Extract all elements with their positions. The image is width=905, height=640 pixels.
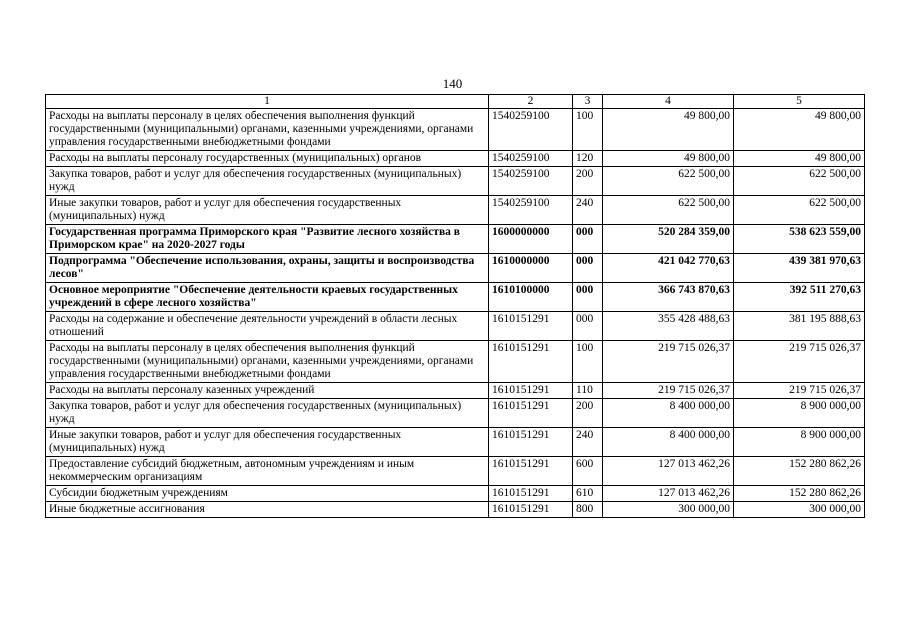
cell-amount-4: 49 800,00 <box>603 109 734 151</box>
cell-target-code: 1600000000 <box>489 225 573 254</box>
cell-description: Иные бюджетные ассигнования <box>46 502 489 518</box>
cell-amount-4: 622 500,00 <box>603 167 734 196</box>
header-row <box>46 95 865 109</box>
cell-amount-5: 152 280 862,26 <box>734 486 865 502</box>
table-row <box>46 428 865 457</box>
table-row <box>46 341 865 383</box>
cell-expense-type: 000 <box>573 312 603 341</box>
cell-target-code: 1540259100 <box>489 151 573 167</box>
cell-amount-5: 8 900 000,00 <box>734 399 865 428</box>
cell-target-code: 1610151291 <box>489 428 573 457</box>
cell-amount-5: 381 195 888,63 <box>734 312 865 341</box>
cell-amount-5: 8 900 000,00 <box>734 428 865 457</box>
cell-amount-4: 520 284 359,00 <box>603 225 734 254</box>
cell-amount-5: 49 800,00 <box>734 151 865 167</box>
cell-description: Государственная программа Приморского края "Развитие лесного хозяйства в Приморском крае" на 2020-2027 годы <box>46 225 489 254</box>
cell-amount-4: 8 400 000,00 <box>603 399 734 428</box>
cell-expense-type: 000 <box>573 254 603 283</box>
cell-description: Расходы на содержание и обеспечение деятельности учреждений в области лесных отношений <box>46 312 489 341</box>
cell-expense-type: 110 <box>573 383 603 399</box>
cell-target-code: 1610151291 <box>489 457 573 486</box>
cell-amount-5: 622 500,00 <box>734 167 865 196</box>
cell-amount-5: 622 500,00 <box>734 196 865 225</box>
header-cell-description: 1 <box>46 95 489 109</box>
cell-description: Расходы на выплаты персоналу в целях обеспечения выполнения функций государственными (муниципальными) органами, казенными учреждениями, органами управления государственными внебюджетными фондами <box>46 109 489 151</box>
header-cell-amount-5: 5 <box>734 95 865 109</box>
cell-description: Иные закупки товаров, работ и услуг для обеспечения государственных (муниципальных) нужд <box>46 428 489 457</box>
table-row <box>46 399 865 428</box>
cell-target-code: 1610100000 <box>489 283 573 312</box>
cell-expense-type: 610 <box>573 486 603 502</box>
cell-target-code: 1610151291 <box>489 399 573 428</box>
cell-amount-4: 300 000,00 <box>603 502 734 518</box>
cell-description: Закупка товаров, работ и услуг для обеспечения государственных (муниципальных) нужд <box>46 167 489 196</box>
cell-description: Расходы на выплаты персоналу казенных учреждений <box>46 383 489 399</box>
cell-description: Расходы на выплаты персоналу государственных (муниципальных) органов <box>46 151 489 167</box>
cell-target-code: 1610151291 <box>489 341 573 383</box>
cell-expense-type: 600 <box>573 457 603 486</box>
cell-amount-4: 421 042 770,63 <box>603 254 734 283</box>
cell-expense-type: 800 <box>573 502 603 518</box>
cell-target-code: 1540259100 <box>489 196 573 225</box>
cell-target-code: 1610151291 <box>489 486 573 502</box>
cell-target-code: 1610151291 <box>489 502 573 518</box>
table-body <box>46 109 865 518</box>
cell-amount-4: 127 013 462,26 <box>603 486 734 502</box>
cell-amount-4: 355 428 488,63 <box>603 312 734 341</box>
cell-amount-5: 392 511 270,63 <box>734 283 865 312</box>
cell-amount-5: 538 623 559,00 <box>734 225 865 254</box>
cell-amount-4: 219 715 026,37 <box>603 341 734 383</box>
header-cell-expense-type: 3 <box>573 95 603 109</box>
cell-amount-4: 219 715 026,37 <box>603 383 734 399</box>
table-row <box>46 109 865 151</box>
cell-amount-4: 8 400 000,00 <box>603 428 734 457</box>
page-number: 140 <box>442 76 463 91</box>
cell-expense-type: 100 <box>573 341 603 383</box>
cell-amount-4: 366 743 870,63 <box>603 283 734 312</box>
table-row <box>46 502 865 518</box>
cell-amount-4: 622 500,00 <box>603 196 734 225</box>
cell-description: Основное мероприятие "Обеспечение деятельности краевых государственных учреждений в сфере лесного хозяйства" <box>46 283 489 312</box>
table-row <box>46 151 865 167</box>
table-row <box>46 167 865 196</box>
budget-table <box>45 94 865 518</box>
cell-description: Подпрограмма "Обеспечение использования, охраны, защиты и воспроизводства лесов" <box>46 254 489 283</box>
header-cell-code: 2 <box>489 95 573 109</box>
cell-amount-5: 49 800,00 <box>734 109 865 151</box>
cell-description: Расходы на выплаты персоналу в целях обеспечения выполнения функций государственными (муниципальными) органами, казенными учреждениями, органами управления государственными внебюджетными фондами <box>46 341 489 383</box>
table-row <box>46 486 865 502</box>
cell-amount-5: 219 715 026,37 <box>734 341 865 383</box>
cell-expense-type: 000 <box>573 283 603 312</box>
cell-amount-5: 219 715 026,37 <box>734 383 865 399</box>
cell-description: Иные закупки товаров, работ и услуг для обеспечения государственных (муниципальных) нужд <box>46 196 489 225</box>
cell-amount-4: 49 800,00 <box>603 151 734 167</box>
cell-amount-5: 152 280 862,26 <box>734 457 865 486</box>
cell-expense-type: 120 <box>573 151 603 167</box>
cell-target-code: 1610151291 <box>489 312 573 341</box>
table-row <box>46 312 865 341</box>
cell-amount-4: 127 013 462,26 <box>603 457 734 486</box>
cell-expense-type: 240 <box>573 196 603 225</box>
cell-target-code: 1610000000 <box>489 254 573 283</box>
cell-amount-5: 300 000,00 <box>734 502 865 518</box>
table-row <box>46 283 865 312</box>
header-cell-amount-4: 4 <box>603 95 734 109</box>
cell-expense-type: 240 <box>573 428 603 457</box>
table-row <box>46 457 865 486</box>
table-row <box>46 383 865 399</box>
cell-expense-type: 100 <box>573 109 603 151</box>
table-row <box>46 225 865 254</box>
cell-description: Закупка товаров, работ и услуг для обеспечения государственных (муниципальных) нужд <box>46 399 489 428</box>
cell-description: Предоставление субсидий бюджетным, автономным учреждениям и иным некоммерческим организациям <box>46 457 489 486</box>
cell-amount-5: 439 381 970,63 <box>734 254 865 283</box>
cell-expense-type: 200 <box>573 167 603 196</box>
table-row <box>46 196 865 225</box>
cell-target-code: 1540259100 <box>489 109 573 151</box>
table-row <box>46 254 865 283</box>
cell-target-code: 1540259100 <box>489 167 573 196</box>
cell-expense-type: 000 <box>573 225 603 254</box>
cell-description: Субсидии бюджетным учреждениям <box>46 486 489 502</box>
cell-target-code: 1610151291 <box>489 383 573 399</box>
cell-expense-type: 200 <box>573 399 603 428</box>
